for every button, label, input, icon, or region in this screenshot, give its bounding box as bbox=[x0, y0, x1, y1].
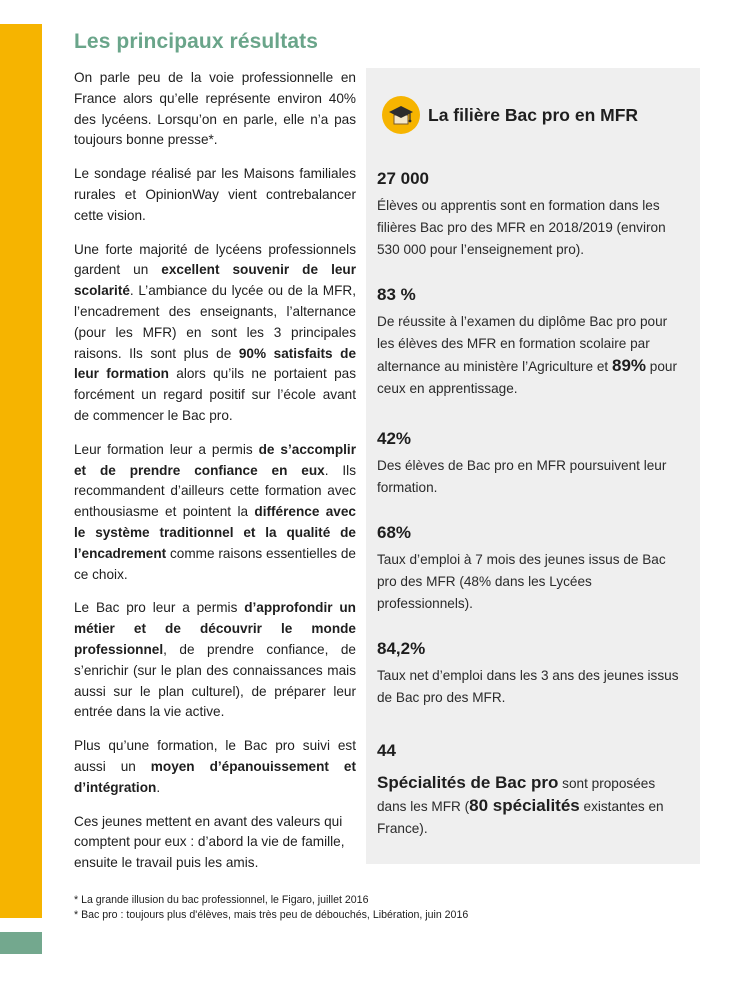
stat-desc bbox=[377, 772, 687, 840]
stat-desc: Des élèves de Bac pro en MFR poursuivent leur formation. bbox=[377, 458, 667, 495]
text: De réussite à l’examen du diplôme Bac pro pour les élèves des MFR en formation scolaire par alternance au ministère l’Agriculture et bbox=[377, 314, 668, 374]
bold-text: moyen d’épanouissement et d’intégration bbox=[74, 758, 356, 795]
text: , de prendre confiance, de s’enrichir (sur le plan des connaissances mais aussi sur le plan culturel), de préparer leur entrée dans la vie active. bbox=[74, 641, 356, 720]
bold-text: excellent souvenir de leur scolarité bbox=[74, 262, 356, 299]
stat-continue-studies bbox=[377, 428, 687, 499]
footnote: * La grande illusion du bac professionnel, le Figaro, juillet 2016 bbox=[74, 894, 369, 906]
text: . Ils recommandent d’ailleurs cette formation avec enthousiasme et pointent la bbox=[74, 462, 356, 520]
stat-value: 27 000 bbox=[377, 169, 429, 188]
text: sont proposées dans les MFR ( bbox=[377, 776, 656, 814]
text: Plus qu’une formation, le Bac pro suivi est aussi un bbox=[74, 738, 356, 774]
paragraph-fulfilment bbox=[74, 736, 356, 798]
stat-desc: Taux d’emploi à 7 mois des jeunes issus de Bac pro des MFR (48% dans les Lycées professionnels). bbox=[377, 552, 666, 611]
footnote: * Bac pro : toujours plus d'élèves, mais très peu de débouchés, Libération, juin 2016 bbox=[74, 909, 469, 921]
stat-employment-3-years bbox=[377, 638, 687, 709]
text: Le Bac pro leur a permis bbox=[74, 600, 245, 616]
bold-text: d’approfondir un métier et de découvrir le monde professionnel bbox=[74, 600, 356, 657]
text: . bbox=[156, 779, 161, 795]
text: . L’ambiance du lycée ou de la MFR, l’encadrement des enseignants, l’alternance (pour les MFR) en sont les 3 principales raisons. Ils sont plus de bbox=[74, 283, 356, 361]
text: pour ceux en apprentissage. bbox=[377, 359, 677, 396]
body-text-column bbox=[74, 68, 356, 887]
paragraph-survey: Le sondage réalisé par les Maisons familiales rurales et OpinionWay vient contrebalancer cette vision. bbox=[74, 166, 356, 223]
stat-desc bbox=[377, 311, 687, 400]
stat-success-rate bbox=[377, 284, 687, 400]
stat-desc: Élèves ou apprentis sont en formation dans les filières Bac pro des MFR en 2018/2019 (environ 530 000 pour l’enseignement pro). bbox=[377, 198, 666, 257]
paragraph-intro: On parle peu de la voie professionnelle en France alors qu’elle représente environ 40% des lycéens. Lorsqu’on en parle, elle n’a pas toujours bonne presse*. bbox=[74, 70, 356, 148]
bold-text: Spécialités de Bac pro bbox=[377, 773, 559, 792]
stat-employment-7-months bbox=[377, 522, 687, 615]
stats-panel bbox=[366, 68, 700, 864]
bold-text: 90% satisfaits de leur formation bbox=[74, 345, 357, 382]
bold-text: 89% bbox=[611, 356, 647, 375]
stat-students bbox=[377, 168, 687, 261]
stat-value: 84,2% bbox=[377, 639, 426, 658]
stat-specialties bbox=[377, 740, 687, 840]
text: Leur formation leur a permis bbox=[74, 441, 259, 457]
paragraph-confidence bbox=[74, 440, 356, 586]
stat-value: 44 bbox=[377, 741, 396, 760]
graduation-cap-icon bbox=[382, 96, 420, 134]
side-accent-bar-bottom bbox=[0, 932, 42, 954]
bold-text: 80 spécialités bbox=[469, 796, 580, 815]
section-title: Les principaux résultats bbox=[74, 30, 318, 53]
paragraph-majority bbox=[74, 240, 356, 427]
stat-value: 42% bbox=[377, 429, 412, 448]
panel-header bbox=[382, 96, 638, 134]
bold-text: de s’accomplir et de prendre confiance en eux bbox=[74, 441, 356, 478]
text: Une forte majorité de lycéens professionnels gardent un bbox=[74, 241, 356, 278]
text: alors qu’ils ne portaient pas forcément un regard positif sur l’école avant de commencer le Bac pro. bbox=[74, 366, 357, 423]
footnotes bbox=[74, 893, 468, 923]
bold-text: différence avec le système traditionnel et la qualité de l’encadrement bbox=[74, 504, 356, 561]
paragraph-career bbox=[74, 598, 356, 723]
side-accent-bar bbox=[0, 24, 42, 918]
stat-desc: Taux net d’emploi dans les 3 ans des jeunes issus de Bac pro des MFR. bbox=[377, 668, 679, 705]
panel-title: La filière Bac pro en MFR bbox=[428, 104, 639, 125]
paragraph-values: Ces jeunes mettent en avant des valeurs qui comptent pour eux : d’abord la vie de famille, ensuite le travail puis les amis. bbox=[74, 813, 345, 871]
stat-value: 68% bbox=[377, 523, 412, 542]
stat-value: 83 % bbox=[377, 285, 416, 304]
text: existantes en France). bbox=[377, 799, 664, 836]
text: comme raisons essentielles de ce choix. bbox=[74, 545, 356, 582]
